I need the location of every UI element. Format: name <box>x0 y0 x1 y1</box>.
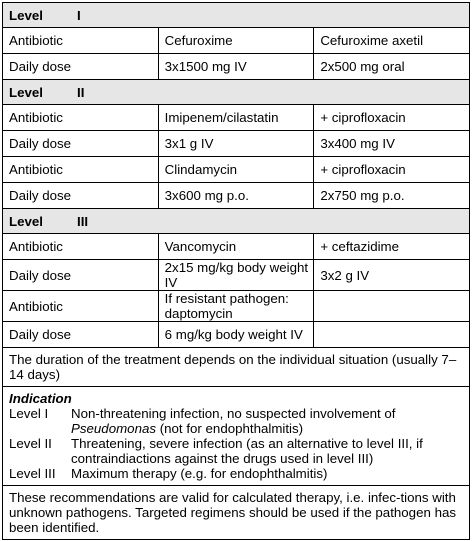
table-row <box>3 105 470 131</box>
drug-cell: 3x1 g IV <box>158 131 314 157</box>
table-row <box>3 28 470 54</box>
combination-cell: 2x500 mg oral <box>314 54 470 80</box>
level-label: Level <box>9 84 44 100</box>
row-type-cell: Daily dose <box>3 322 159 348</box>
row-type-cell: Antibiotic <box>3 291 159 322</box>
row-type-cell: Daily dose <box>3 54 159 80</box>
indication-level: Level II <box>9 436 52 451</box>
level-number: II <box>77 84 85 100</box>
drug-cell: 3x1500 mg IV <box>158 54 314 80</box>
table-row <box>3 157 470 183</box>
level-header-cell <box>3 3 470 28</box>
combination-cell: 2x750 mg p.o. <box>314 183 470 209</box>
table-row <box>3 260 470 291</box>
level-number: III <box>77 213 89 229</box>
table-row <box>3 183 470 209</box>
indication-level: Level III <box>9 466 56 481</box>
indication-text-start: Threatening, severe infection (as an alternative to level III, if contraindiactions against the drugs used in level III) <box>71 436 423 466</box>
indication-item <box>9 466 463 481</box>
indication-item <box>9 406 463 436</box>
indication-text-start: Non-threatening infection, no suspected involvement of <box>71 406 396 421</box>
combination-cell: Cefuroxime axetil <box>314 28 470 54</box>
row-type-cell: Antibiotic <box>3 234 159 260</box>
table-row <box>3 291 470 322</box>
indication-text-start: Maximum therapy (e.g. for endophthalmitis) <box>71 466 328 481</box>
indication-item <box>9 436 463 466</box>
indication-text-end: (not for endophthalmitis) <box>156 421 304 436</box>
indication-list <box>9 406 463 481</box>
level-number: I <box>77 7 81 23</box>
table-row <box>3 131 470 157</box>
recommendation-note: These recommendations are valid for calculated therapy, i.e. infec-tions with unknown pathogens. Targeted regimens should be used if the pathogen has been identified. <box>2 486 470 540</box>
drug-cell: If resistant pathogen: daptomycin <box>158 291 314 322</box>
level-header-row <box>3 80 470 105</box>
indication-text <box>71 466 463 481</box>
level-label: Level <box>9 7 44 23</box>
combination-cell: 3x400 mg IV <box>314 131 470 157</box>
row-type-cell: Daily dose <box>3 260 159 291</box>
table-row <box>3 234 470 260</box>
drug-cell: Vancomycin <box>158 234 314 260</box>
level-label: Level <box>9 213 44 229</box>
drug-cell: 2x15 mg/kg body weight IV <box>158 260 314 291</box>
table-row <box>3 54 470 80</box>
drug-cell: Clindamycin <box>158 157 314 183</box>
table-row <box>3 322 470 348</box>
dosing-table-body <box>3 3 470 348</box>
combination-cell <box>314 322 470 348</box>
row-type-cell: Daily dose <box>3 131 159 157</box>
drug-cell: Cefuroxime <box>158 28 314 54</box>
row-type-cell: Antibiotic <box>3 105 159 131</box>
indication-section <box>2 387 470 486</box>
level-header-row <box>3 3 470 28</box>
combination-cell: + ciprofloxacin <box>314 105 470 131</box>
level-header-cell <box>3 209 470 234</box>
indication-text <box>71 436 463 466</box>
level-header-cell <box>3 80 470 105</box>
indication-level: Level I <box>9 406 49 421</box>
indication-title: Indication <box>9 391 72 406</box>
row-type-cell: Daily dose <box>3 183 159 209</box>
combination-cell <box>314 291 470 322</box>
combination-cell: + ceftazidime <box>314 234 470 260</box>
drug-cell: Imipenem/cilastatin <box>158 105 314 131</box>
duration-note: The duration of the treatment depends on the individual situation (usually 7–14 days) <box>2 348 470 387</box>
dosing-table <box>2 2 470 348</box>
row-type-cell: Antibiotic <box>3 157 159 183</box>
combination-cell: 3x2 g IV <box>314 260 470 291</box>
indication-text <box>71 406 463 436</box>
drug-cell: 6 mg/kg body weight IV <box>158 322 314 348</box>
combination-cell: + ciprofloxacin <box>314 157 470 183</box>
indication-text-italic: Pseudomonas <box>71 421 157 436</box>
level-header-row <box>3 209 470 234</box>
antibiotic-therapy-table <box>2 2 470 539</box>
row-type-cell: Antibiotic <box>3 28 159 54</box>
drug-cell: 3x600 mg p.o. <box>158 183 314 209</box>
